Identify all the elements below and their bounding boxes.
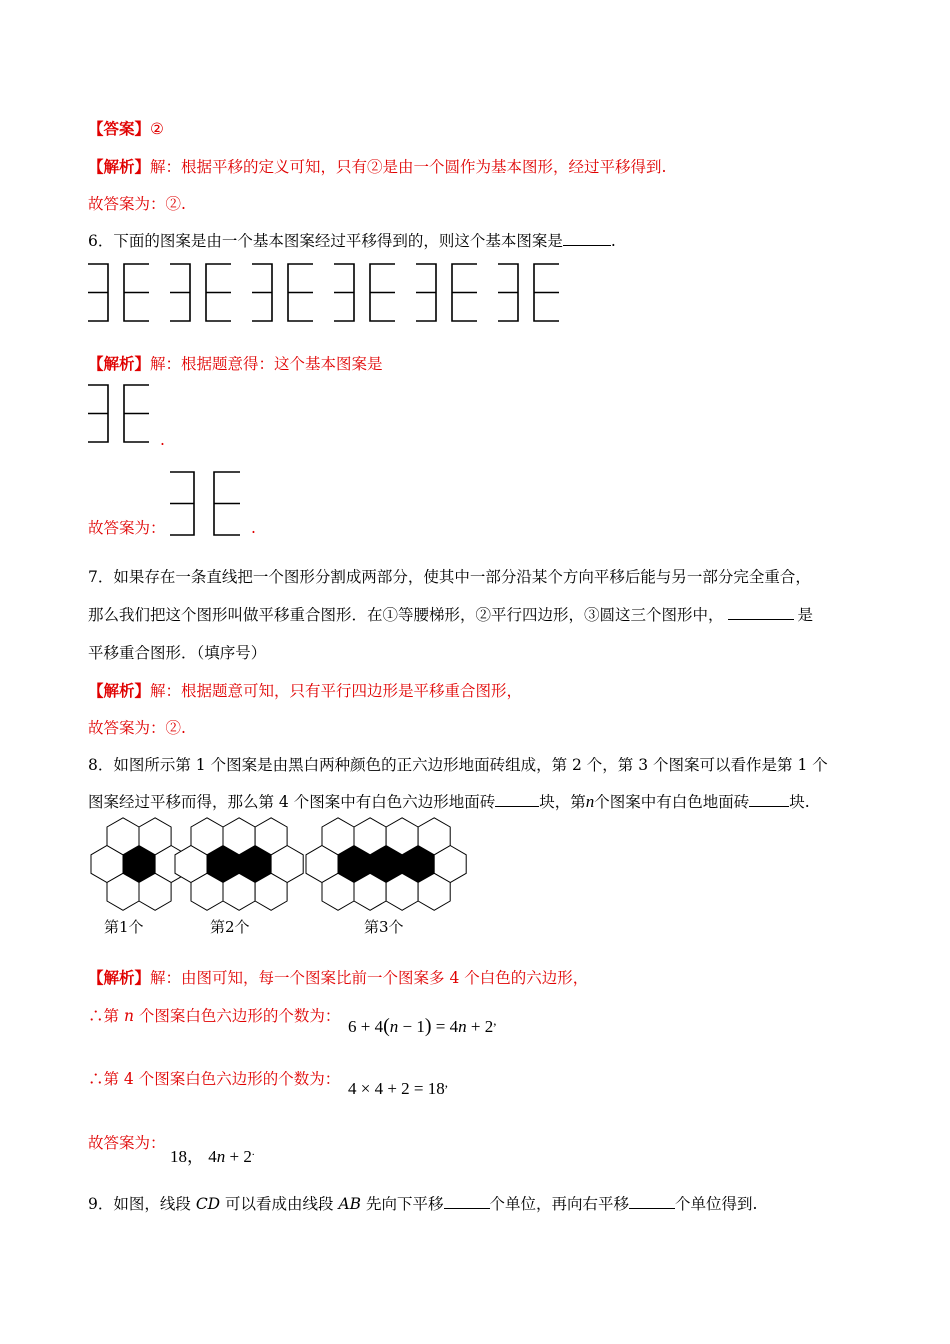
formula-part: + 2 xyxy=(225,1147,252,1166)
caption-figure-3: 第3个 xyxy=(364,918,404,936)
analysis-text: 解：由图可知，每一个图案比前一个图案多 4 个白色的六边形， xyxy=(150,969,589,987)
variable-n: n xyxy=(585,792,595,811)
analysis-text: 解：根据题意可知，只有平行四边形是平移重合图形， xyxy=(150,682,523,700)
q9-question xyxy=(88,1194,757,1214)
analysis-label: 【解析】 xyxy=(88,157,151,176)
formula-part: 4 × 4 + 2 = 18 xyxy=(348,1079,445,1098)
question-number: 8． xyxy=(88,756,114,774)
variable-n: n xyxy=(458,1017,467,1036)
q8-step1-formula: 6 + 4(n − 1) = 4n + 2, xyxy=(348,1013,497,1037)
analysis-label: 【解析】 xyxy=(88,681,151,700)
q7-conclusion: 故答案为：②. xyxy=(88,719,186,737)
question-text: 如图所示第 1 个图案是由黑白两种颜色的正六边形地面砖组成，第 2 个，第 3 个图案可以看作是第 1 个 xyxy=(113,756,828,774)
answer-blank-2[interactable] xyxy=(629,1194,675,1209)
question-text: 下面的图案是由一个基本图案经过平移得到的，则这个基本图案是 xyxy=(113,232,563,250)
analysis-label: 【解析】 xyxy=(88,968,151,987)
q6-analysis-period: . xyxy=(160,431,165,449)
q8-step2-formula: 4 × 4 + 2 = 18, xyxy=(348,1075,449,1098)
question-text: 先向下平移 xyxy=(361,1195,444,1213)
variable-n: n xyxy=(389,1017,399,1036)
formula-part: = 4 xyxy=(431,1017,459,1036)
question-text: 如图，线段 xyxy=(113,1195,196,1213)
answer-blank-1[interactable] xyxy=(444,1194,490,1209)
q8-analysis-line xyxy=(88,968,588,988)
q8-conclusion: 故答案为： xyxy=(88,1134,166,1152)
analysis-label: 【解析】 xyxy=(88,354,151,373)
q8-step2-text: ∴第 4 个图案白色六边形的个数为： xyxy=(88,1070,341,1088)
segment-cd: CD xyxy=(195,1195,221,1213)
question-text: 个单位得到. xyxy=(675,1195,758,1213)
caption-figure-2: 第2个 xyxy=(210,918,250,936)
q8-conclusion-formula: 18， 4n + 2. xyxy=(170,1146,255,1166)
question-text: 是 xyxy=(797,606,814,624)
step-text: ∴第 xyxy=(88,1007,124,1025)
question-text: 个图案中有白色地面砖 xyxy=(594,793,750,811)
variable-n: n xyxy=(216,1147,226,1166)
question-text: 可以看成由线段 xyxy=(220,1195,339,1213)
question-text: 如果存在一条直线把一个图形分割成两部分，使其中一部分沿某个方向平移后能与另一部分完全重合， xyxy=(113,568,811,586)
formula-part: 4 xyxy=(208,1147,217,1166)
answer-value: ② xyxy=(150,120,164,138)
q7-line3: 平移重合图形．（填序号） xyxy=(88,644,267,662)
analysis-text: 解：根据题意得：这个基本图案是 xyxy=(150,355,383,373)
caption-figure-1: 第1个 xyxy=(104,918,144,936)
question-text: 图案经过平移而得，那么第 4 个图案中有白色六边形地面砖 xyxy=(88,793,496,811)
question-text: 块. xyxy=(789,793,810,811)
formula-part: 18， xyxy=(170,1147,204,1166)
formula-part: − 1 xyxy=(398,1017,425,1036)
formula-part: + 2 xyxy=(466,1017,494,1036)
question-text: 块，第 xyxy=(539,793,586,811)
step-text: 个图案白色六边形的个数为： xyxy=(133,1007,341,1025)
question-number: 9． xyxy=(88,1195,114,1213)
question-text: 那么我们把这个图形叫做平移重合图形．在①等腰梯形，②平行四边形，③圆这三个图形中， xyxy=(88,606,724,624)
question-end: . xyxy=(610,232,616,250)
variable-n: n xyxy=(123,1007,134,1025)
answer-label: 【答案】 xyxy=(88,119,151,138)
analysis-text: 解：根据平移的定义可知，只有②是由一个圆作为基本图形，经过平移得到. xyxy=(150,158,667,176)
formula-part: 6 + 4 xyxy=(348,1017,384,1036)
segment-ab: AB xyxy=(338,1195,362,1213)
q6-conclusion-period: . xyxy=(251,519,256,537)
question-text: 个单位，再向右平移 xyxy=(489,1195,630,1213)
question-number: 7． xyxy=(88,568,114,586)
q5-conclusion: 故答案为：②. xyxy=(88,195,186,213)
question-number: 6． xyxy=(88,232,114,250)
conclusion-prefix: 故答案为： xyxy=(88,519,166,537)
q8-step1-text xyxy=(88,1006,340,1026)
